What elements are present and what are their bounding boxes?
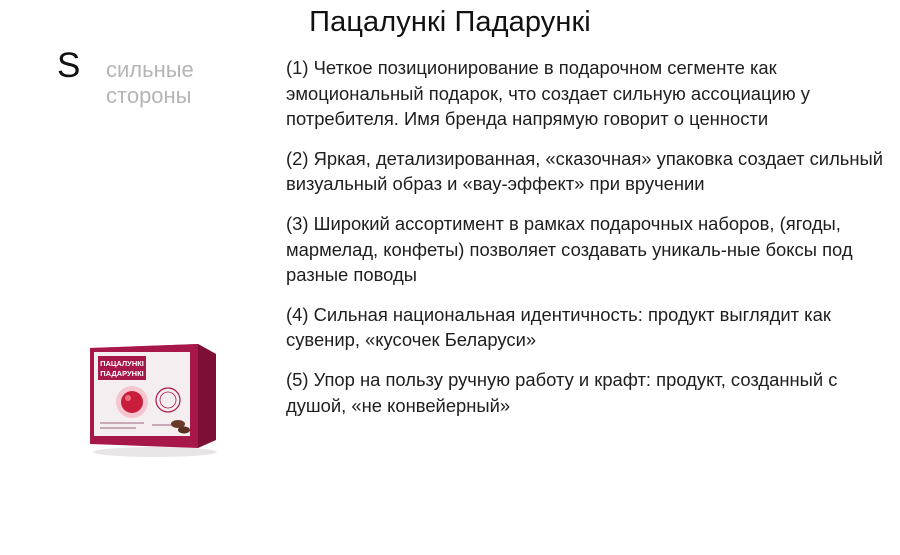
strength-item: (1) Четкое позиционирование в подарочном сегменте как эмоциональный подарок, что создает сильную ассоциацию у потребителя. Имя бренда напрямую говорит о ценности <box>286 57 810 130</box>
product-brand-line-2: ПАДАРУНКІ <box>100 369 144 378</box>
page-title: Пацалункі Падарункі <box>309 6 591 38</box>
product-brand-line-1: ПАЦАЛУНКІ <box>100 359 144 368</box>
strength-item: (5) Упор на пользу ручную работу и крафт: продукт, созданный с душой, «не конвейерный» <box>286 368 838 416</box>
product-box-image <box>80 340 220 458</box>
swot-letter: S <box>57 46 81 85</box>
strength-item: (2) Яркая, детализированная, «сказочная» упаковка создает сильный визуальный образ и «вау-эффект» при вручении <box>286 147 884 195</box>
strength-item: (4) Сильная национальная идентичность: продукт выглядит как сувенир, «кусочек Беларуси» <box>286 303 831 351</box>
strength-item: (3) Широкий ассортимент в рамках подарочных наборов, (ягоды, мармелад, конфеты) позволяет создавать уникаль-ные боксы под разные поводы <box>286 212 853 286</box>
product-box-illustration <box>80 340 220 458</box>
swot-section-label: сильные стороны <box>106 57 194 108</box>
strengths-list <box>286 55 886 432</box>
